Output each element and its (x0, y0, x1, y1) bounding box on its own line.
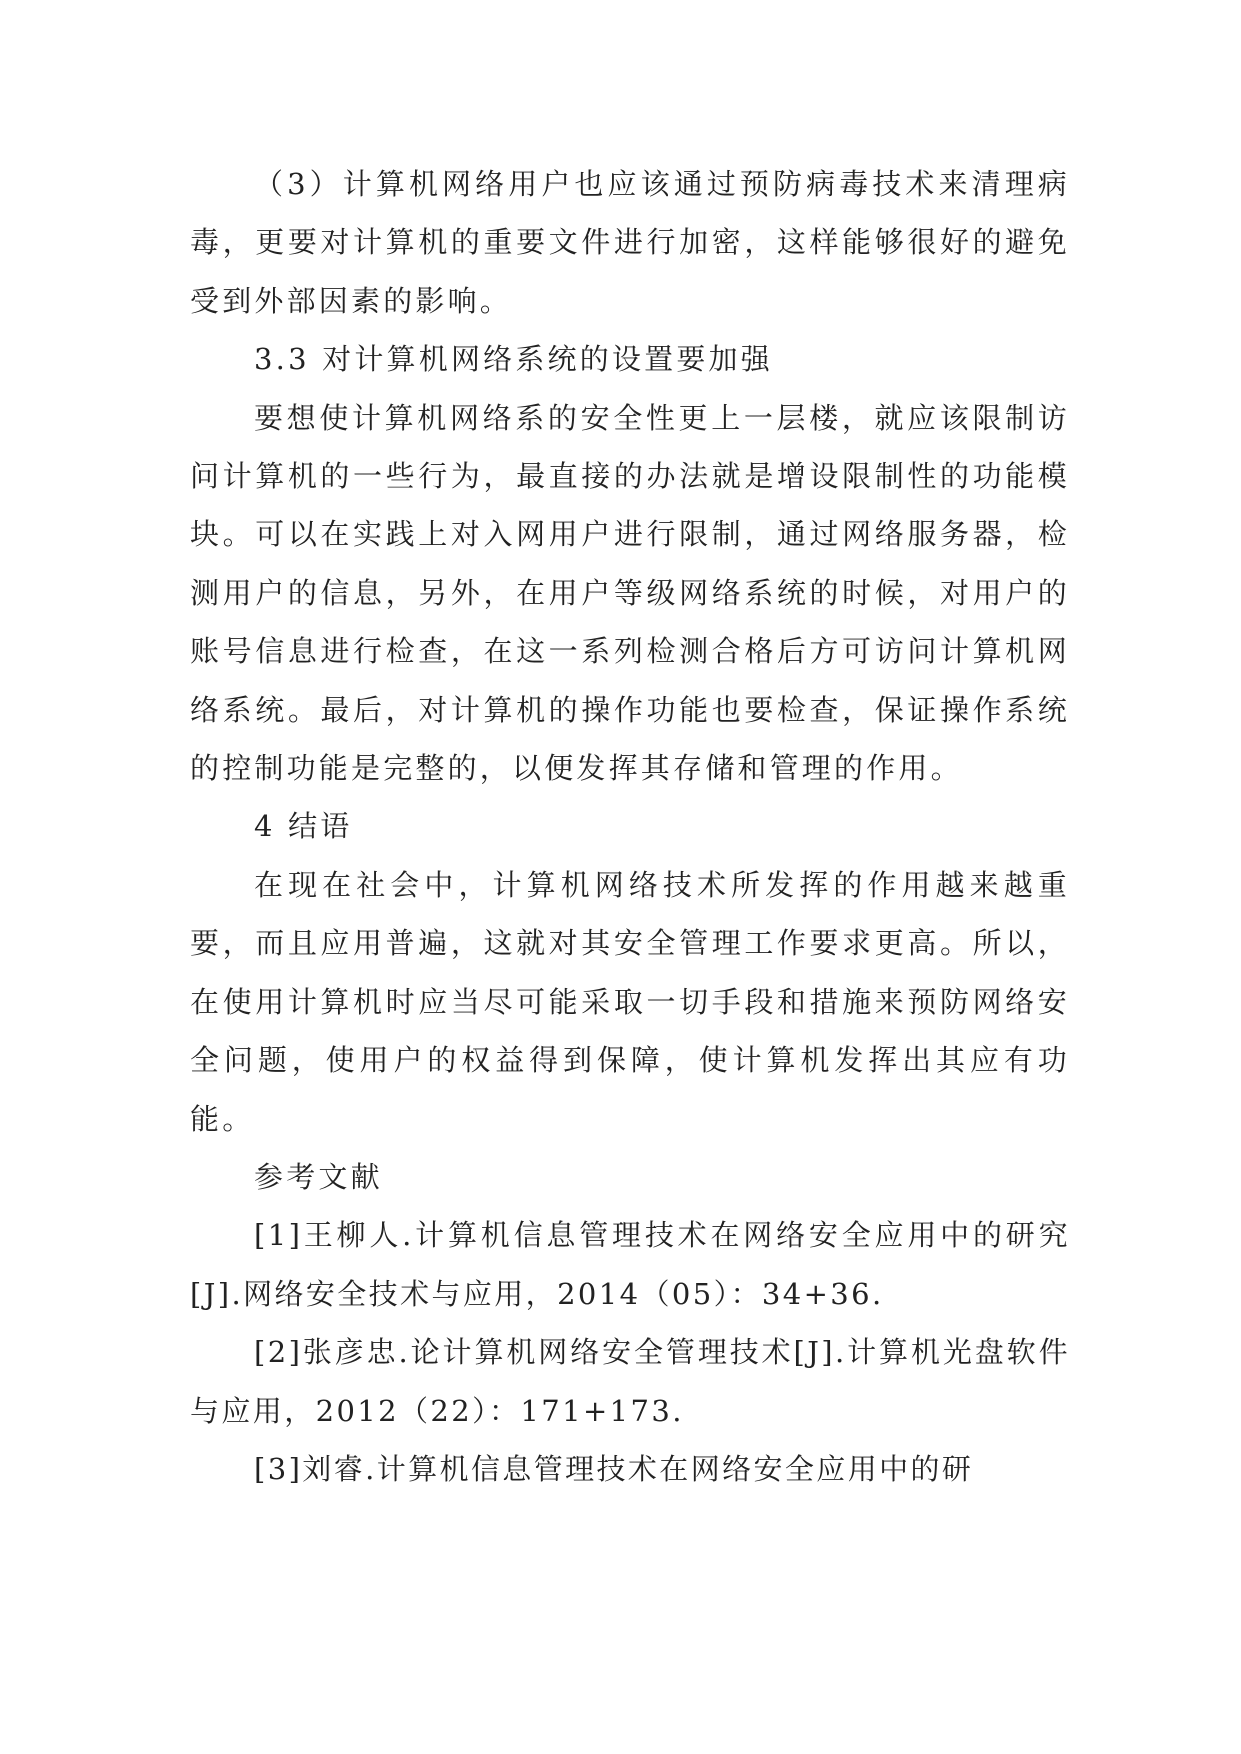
reference-item: [3]刘睿.计算机信息管理技术在网络安全应用中的研 (254, 1451, 974, 1486)
paragraph-system-settings: 要想使计算机网络系的安全性更上一层楼，就应该限制访问计算机的一些行为，最直接的办法就是增设限制性的功能模块。可以在实践上对入网用户进行限制，通过网络服务器，检测用户的信息，另外，在用户等级网络系统的时候，对用户的账号信息进行检查，在这一系列检测合格后方可访问计算机网络系统。最后，对计算机的操作功能也要检查，保证操作系统的控制功能是完整的，以便发挥其存储和管理的作用。 (190, 400, 1070, 786)
references-heading: 参考文献 (254, 1159, 383, 1194)
paragraph-conclusion: 在现在社会中，计算机网络技术所发挥的作用越来越重要，而且应用普遍，这就对其安全管理工作要求更高。所以，在使用计算机时应当尽可能采取一切手段和措施来预防网络安全问题，使用户的权益得到保障，使计算机发挥出其应有功能。 (190, 867, 1070, 1136)
paragraph-virus-prevention: （3）计算机网络用户也应该通过预防病毒技术来清理病毒，更要对计算机的重要文件进行加密，这样能够很好的避免受到外部因素的影响。 (190, 167, 1070, 318)
reference-item: [2]张彦忠.论计算机网络安全管理技术[J].计算机光盘软件与应用，2012（22）：171+173. (190, 1335, 1070, 1428)
section-heading-3-3: 3.3 对计算机网络系统的设置要加强 (254, 342, 773, 377)
document-body (190, 155, 1070, 1498)
section-heading-conclusion: 4 结语 (254, 809, 353, 844)
reference-item: [1]王柳人.计算机信息管理技术在网络安全应用中的研究[J].网络安全技术与应用，2014（05）：34+36. (190, 1218, 1070, 1311)
